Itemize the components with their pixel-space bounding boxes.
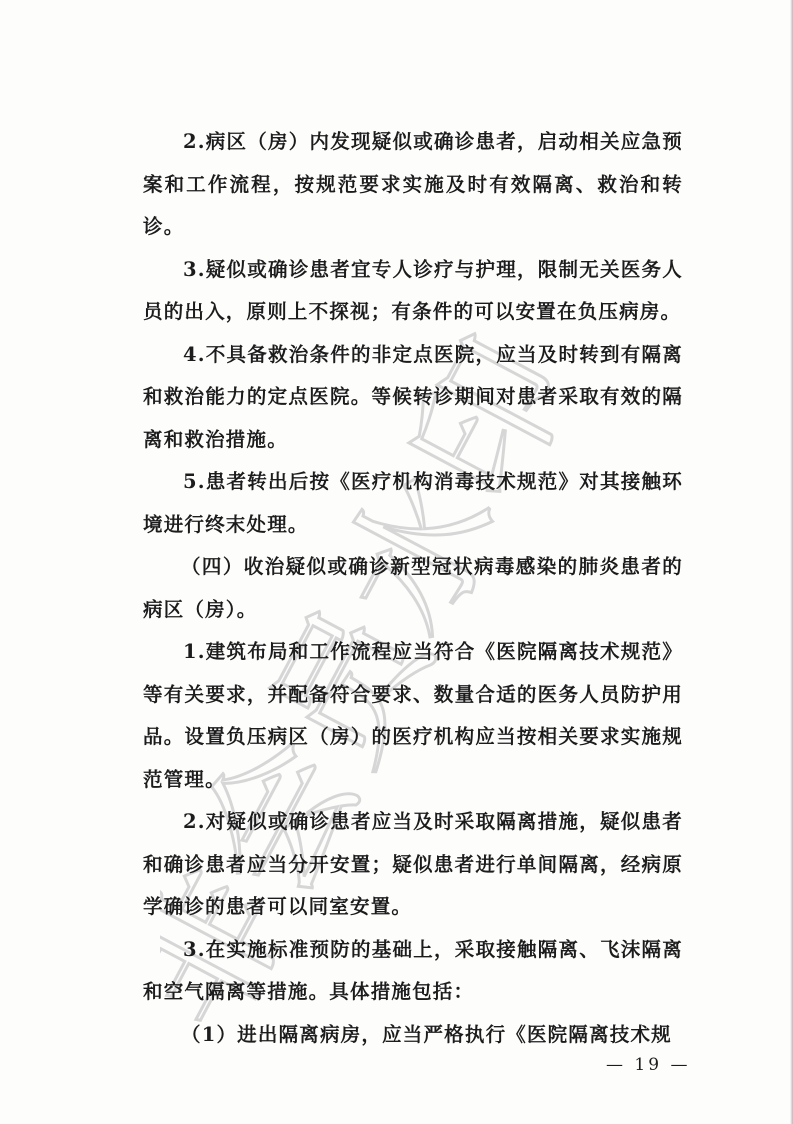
paragraph-2-1: 2.病区（房）内发现疑似或确诊患者，启动相关应急预案和工作流程，按规范要求实施及时有效隔离、救治和转诊。: [143, 130, 683, 238]
page-number: — 19 —: [606, 1055, 691, 1075]
paragraph-3-1: 3.疑似或确诊患者宜专人诊疗与护理，限制无关医务人员的出入，原则上不探视；有条件的可以安置在负压病房。: [143, 257, 683, 323]
paragraph-1-2: 1.建筑布局和工作流程应当符合《医院隔离技术规范》等有关要求，并配备符合要求、数量合适的医务人员防护用品。设置负压病区（房）的医疗机构应当按相关要求实施规范管理。: [143, 640, 683, 791]
paragraph-3-2: 3.在实施标准预防的基础上，采取接触隔离、飞沫隔离和空气隔离等措施。具体措施包括：: [143, 937, 683, 1003]
paragraph-5-1: 5.患者转出后按《医疗机构消毒技术规范》对其接触环境进行终末处理。: [143, 470, 683, 536]
paragraph-3-2-item-1: （1）进出隔离病房，应当严格执行《医院隔离技术规: [181, 1022, 672, 1046]
document-body: [143, 121, 683, 1056]
paragraph-4-1: 4.不具备救治条件的非定点医院，应当及时转到有隔离和救治能力的定点医院。等候转诊期间对患者采取有效的隔离和救治措施。: [143, 342, 683, 451]
paragraph-2-2: 2.对疑似或确诊患者应当及时采取隔离措施，疑似患者和确诊患者应当分开安置；疑似患者进行单间隔离，经病原学确诊的患者可以同室安置。: [143, 810, 683, 918]
section-heading-4: （四）收治疑似或确诊新型冠状病毒感染的肺炎患者的病区（房）。: [143, 555, 683, 621]
watermark-text: 非会员水印: [160, 312, 604, 1040]
